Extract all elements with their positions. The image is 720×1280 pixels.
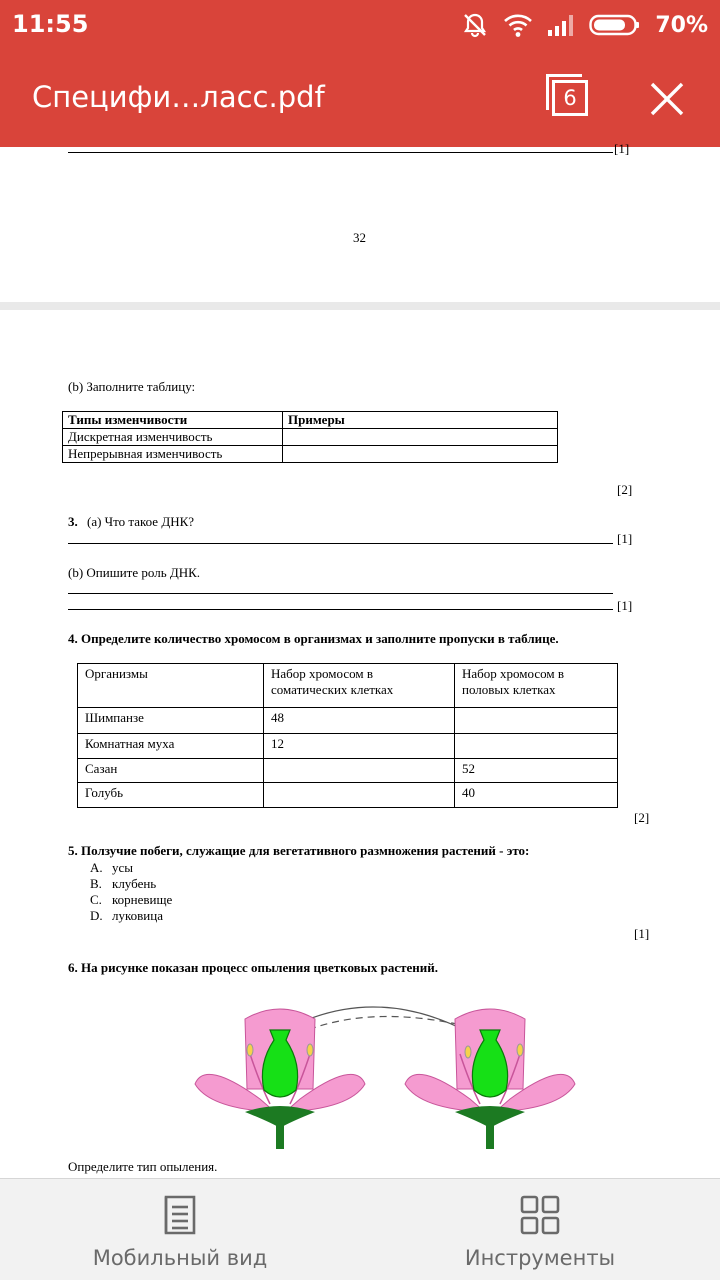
- q4-text: 4. Определите количество хромосом в организмах и заполните пропуски в таблице.: [68, 631, 559, 646]
- document-title: Специфи…ласс.pdf: [32, 80, 325, 114]
- option-item: [90, 860, 172, 876]
- mobile-view-button[interactable]: [0, 1179, 360, 1280]
- mobile-view-label: Мобильный вид: [92, 1246, 268, 1270]
- pdf-page-32[interactable]: [0, 141, 720, 302]
- q2b-mark: [2]: [617, 482, 633, 497]
- option-text: усы: [112, 860, 134, 875]
- option-letter: C.: [90, 892, 102, 907]
- option-letter: B.: [90, 876, 102, 891]
- status-icons: [461, 8, 708, 42]
- answer-line: [68, 543, 613, 544]
- app-bar: [0, 50, 720, 147]
- table-header: Набор хромосом в половых клетках: [455, 664, 618, 708]
- table-header: Типы изменчивости: [63, 412, 283, 429]
- mute-icon: [461, 11, 489, 39]
- answer-line: [68, 609, 613, 610]
- option-text: луковица: [112, 908, 163, 923]
- table-cell: [283, 446, 558, 463]
- table-cell: [264, 759, 455, 783]
- table-cell: 48: [264, 708, 455, 734]
- q5-text: 5. Ползучие побеги, служащие для вегетативного размножения растений - это:: [68, 843, 530, 858]
- wifi-icon: [503, 12, 533, 38]
- answer-line: [68, 593, 613, 594]
- table-cell: [455, 708, 618, 734]
- battery-icon: [589, 13, 641, 37]
- q6-followup: Определите тип опыления.: [68, 1159, 218, 1174]
- table-cell: Дискретная изменчивость: [63, 429, 283, 446]
- tools-button[interactable]: [360, 1179, 720, 1280]
- pollination-illustration: [190, 994, 590, 1150]
- mark: [1]: [614, 141, 630, 156]
- option-item: [90, 908, 172, 924]
- q3-number: 3.: [68, 514, 78, 529]
- flower-right: [405, 1009, 575, 1149]
- q3b-text: (b) Опишите роль ДНК.: [68, 565, 201, 580]
- table-cell: Сазан: [78, 759, 264, 783]
- close-icon[interactable]: [646, 78, 688, 120]
- table-cell: [455, 734, 618, 759]
- table-header: Набор хромосом в соматических клетках: [264, 664, 455, 708]
- table-cell: 40: [455, 783, 618, 808]
- tab-count: 6: [552, 80, 588, 116]
- signal-icon: [547, 13, 575, 37]
- table-cell: [264, 783, 455, 808]
- q3b-mark: [1]: [617, 598, 633, 613]
- mobile-view-icon: [160, 1195, 200, 1235]
- table-header: Примеры: [283, 412, 558, 429]
- variability-table: [62, 411, 558, 463]
- option-item: [90, 892, 172, 908]
- table-cell: Голубь: [78, 783, 264, 808]
- q2b-prompt: (b) Заполните таблицу:: [68, 379, 196, 394]
- flower-left: [195, 1009, 365, 1149]
- battery-percent: 70%: [655, 12, 708, 38]
- table-cell: 12: [264, 734, 455, 759]
- q5-options: [90, 860, 172, 924]
- table-cell: Комнатная муха: [78, 734, 264, 759]
- tools-grid-icon: [520, 1195, 560, 1235]
- status-bar: [0, 0, 720, 50]
- option-letter: D.: [90, 908, 103, 923]
- pdf-page-33[interactable]: [0, 310, 720, 1180]
- q3a-mark: [1]: [617, 531, 633, 546]
- bottom-bar: [0, 1178, 720, 1280]
- answer-line: [68, 152, 613, 153]
- table-cell: Непрерывная изменчивость: [63, 446, 283, 463]
- table-cell: [283, 429, 558, 446]
- status-time: 11:55: [12, 10, 89, 38]
- q6-text: 6. На рисунке показан процесс опыления цветковых растений.: [68, 960, 438, 975]
- chromosome-table: [77, 663, 618, 808]
- option-text: корневище: [112, 892, 173, 907]
- tools-label: Инструменты: [464, 1246, 616, 1270]
- page-number: 32: [353, 230, 366, 245]
- option-letter: A.: [90, 860, 103, 875]
- q5-mark: [1]: [634, 926, 650, 941]
- table-header: Организмы: [78, 664, 264, 708]
- q3a-text: (a) Что такое ДНК?: [87, 514, 195, 529]
- option-text: клубень: [112, 876, 157, 891]
- q4-mark: [2]: [634, 810, 650, 825]
- tabs-button[interactable]: [546, 74, 592, 120]
- table-cell: 52: [455, 759, 618, 783]
- option-item: [90, 876, 172, 892]
- table-cell: Шимпанзе: [78, 708, 264, 734]
